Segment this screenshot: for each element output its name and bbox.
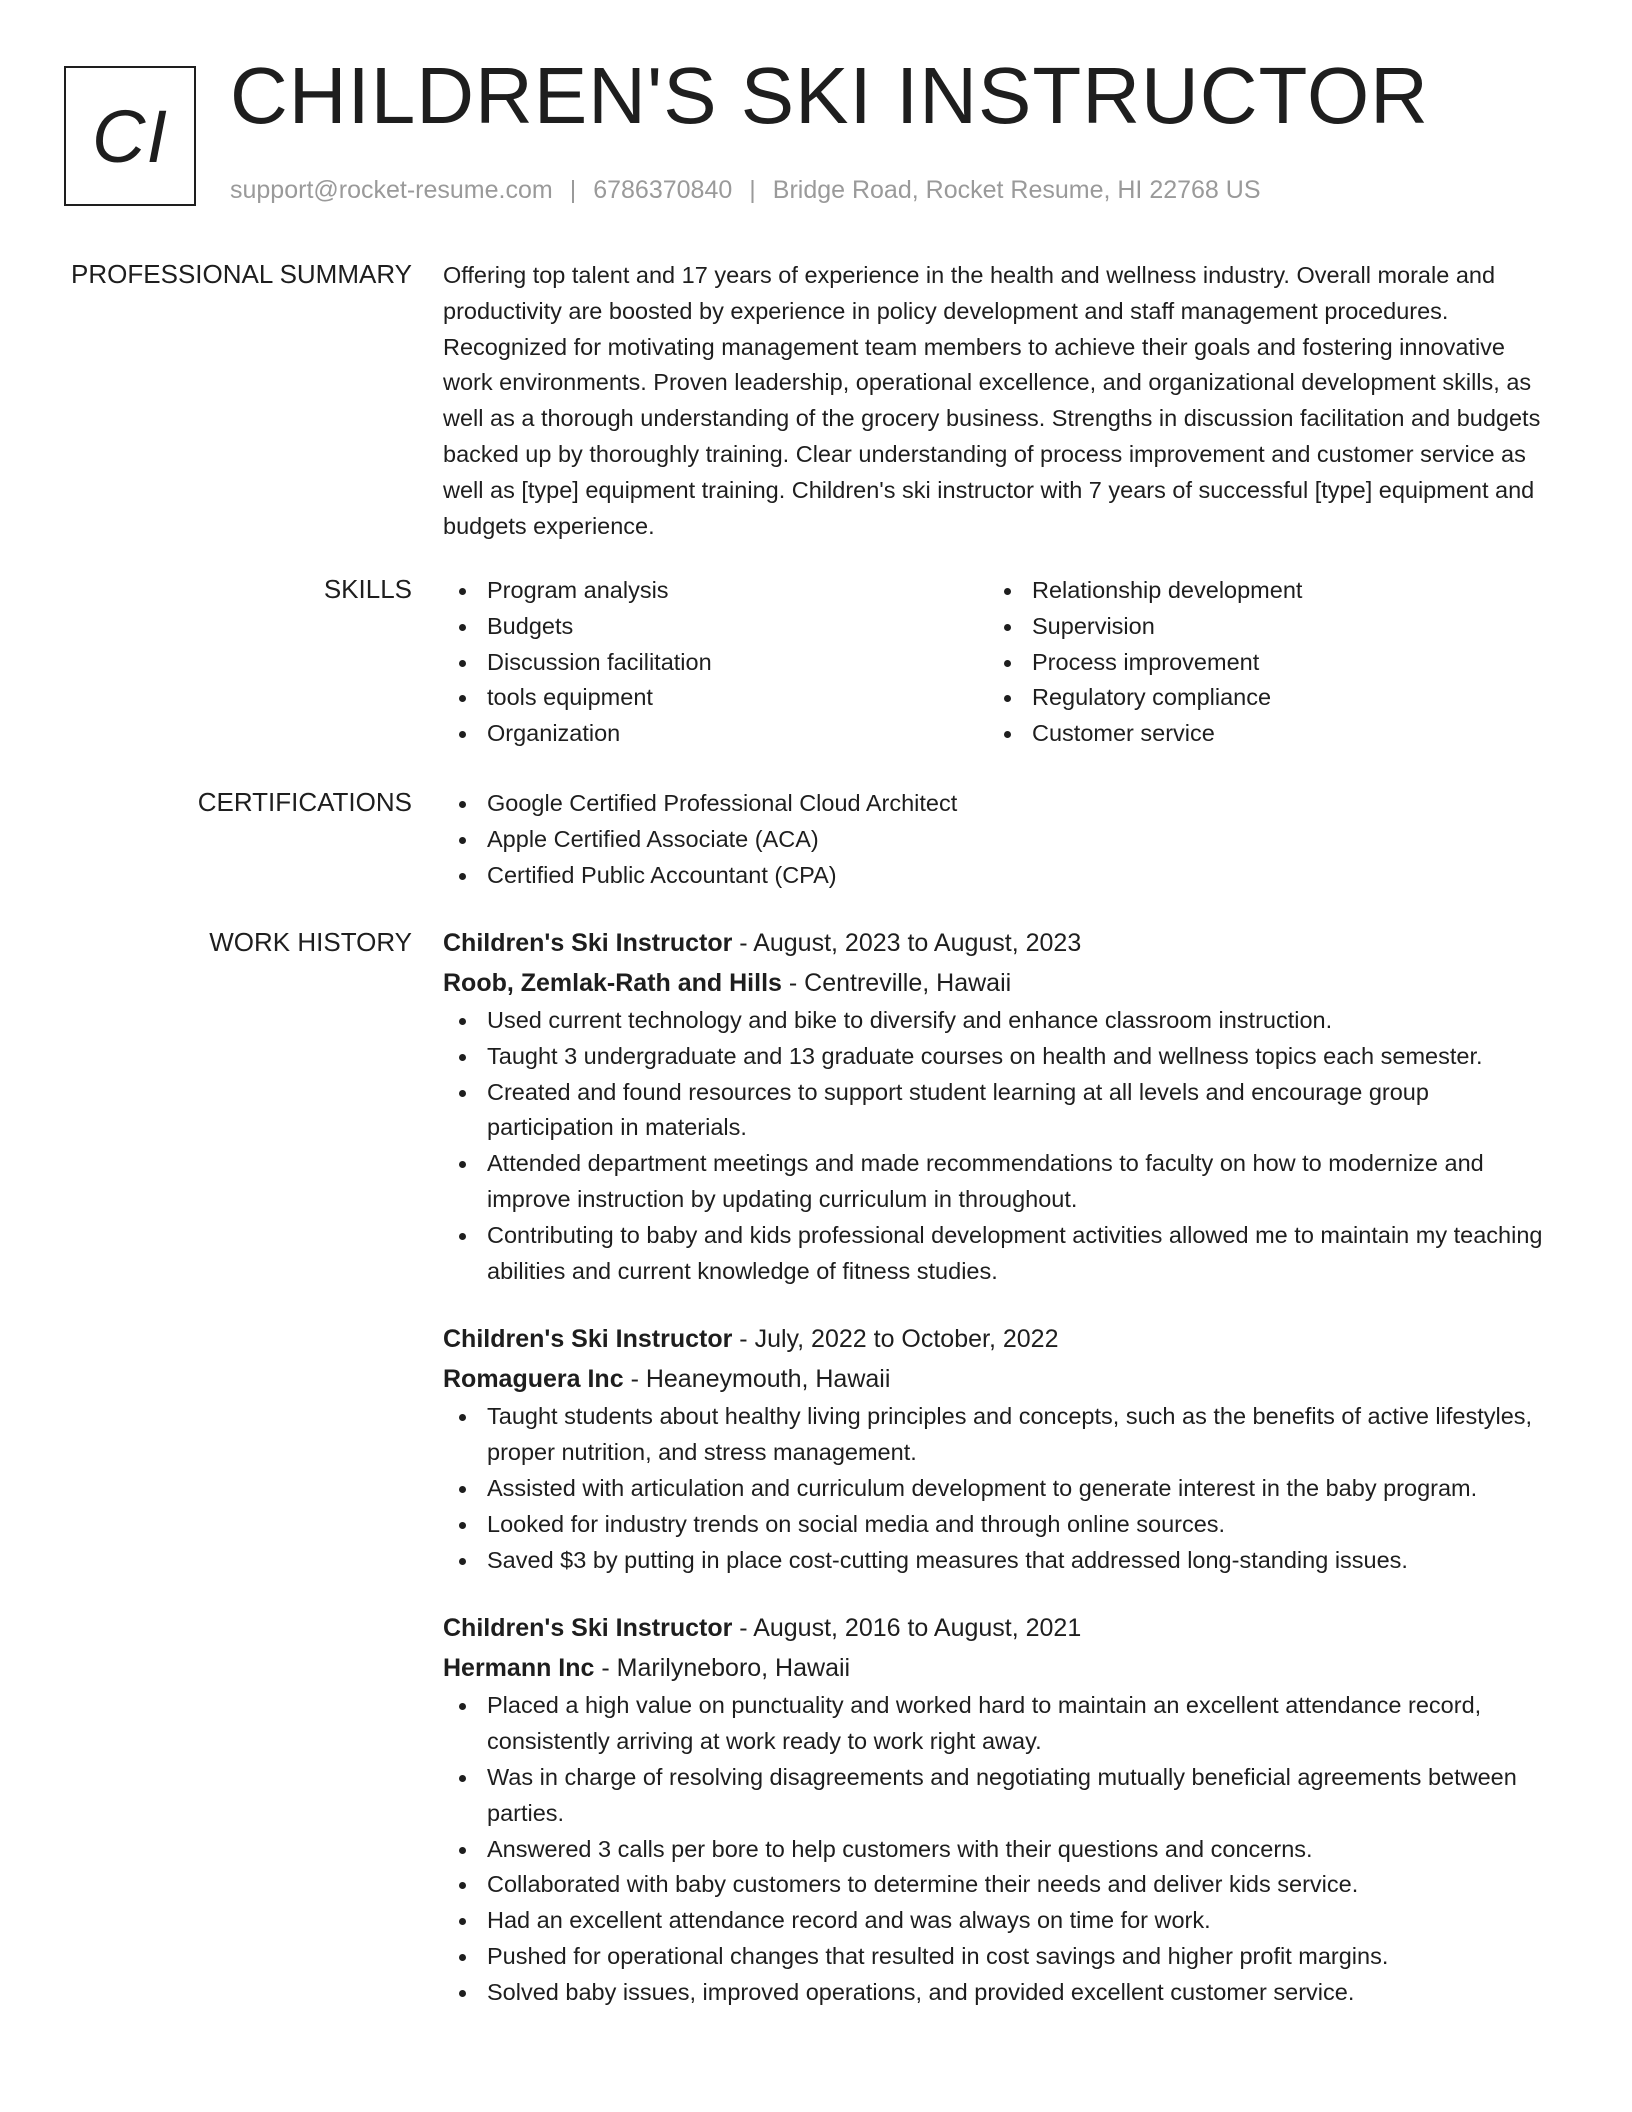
job-duty-item: Attended department meetings and made recommendations to faculty on how to modernize and improve instruction by updating curriculum in throughout. — [443, 1146, 1543, 1218]
contact-separator: | — [569, 176, 577, 204]
skill-item: Customer service — [988, 716, 1533, 752]
skill-item: Budgets — [443, 609, 988, 645]
job-entry — [443, 1319, 1543, 1578]
job-duty-item: Saved $3 by putting in place cost-cutting measures that addressed long-standing issues. — [443, 1543, 1543, 1579]
skill-item: Relationship development — [988, 573, 1533, 609]
skill-item: tools equipment — [443, 680, 988, 716]
job-duty-item: Placed a high value on punctuality and worked hard to maintain an excellent attendance record, consistently arriving at work ready to work right away. — [443, 1688, 1543, 1760]
skill-item: Discussion facilitation — [443, 645, 988, 681]
certification-item: Google Certified Professional Cloud Architect — [443, 786, 1543, 822]
skill-item: Regulatory compliance — [988, 680, 1533, 716]
job-duty-item: Contributing to baby and kids professional development activities allowed me to maintain my teaching abilities and current knowledge of fitness studies. — [443, 1218, 1543, 1290]
contact-phone: 6786370840 — [593, 176, 733, 204]
job-dates: - August, 2023 to August, 2023 — [739, 929, 1082, 957]
job-duty-item: Answered 3 calls per bore to help customers with their questions and concerns. — [443, 1832, 1543, 1868]
job-title: Children's Ski Instructor — [443, 1614, 733, 1643]
job-dates: - August, 2016 to August, 2021 — [739, 1614, 1082, 1643]
job-entry — [443, 923, 1543, 1289]
job-company: Roob, Zemlak-Rath and Hills — [443, 969, 782, 997]
job-company-line — [443, 1648, 1543, 1688]
job-title-line — [443, 1608, 1543, 1648]
work-history-body — [443, 923, 1543, 2011]
page-title: CHILDREN'S SKI INSTRUCTOR — [230, 51, 1429, 140]
job-duty-item: Taught 3 undergraduate and 13 graduate courses on health and wellness topics each semester. — [443, 1039, 1543, 1075]
summary-text: Offering top talent and 17 years of experience in the health and wellness industry. Overall morale and productivity are boosted by experience in policy development and staff management procedures. Recognized for motivating management team members to achieve their goals and fostering innovative work environments. Proven leadership, operational excellence, and organizational development skills, as well as a thorough understanding of the grocery business. Strengths in discussion facilitation and budgets backed up by thoroughly training. Clear understanding of process improvement and customer service as well as [type] equipment training. Children's ski instructor with 7 years of successful [type] equipment and budgets experience. — [443, 262, 1541, 539]
job-title: Children's Ski Instructor — [443, 929, 733, 957]
job-company-line — [443, 1359, 1543, 1399]
contact-address: Bridge Road, Rocket Resume, HI 22768 US — [772, 176, 1261, 204]
job-location: - Heaneymouth, Hawaii — [630, 1365, 891, 1394]
job-duties-list — [443, 1003, 1543, 1289]
job-duty-item: Looked for industry trends on social media and through online sources. — [443, 1507, 1543, 1543]
certification-item: Apple Certified Associate (ACA) — [443, 822, 1543, 858]
job-duty-item: Collaborated with baby customers to determine their needs and deliver kids service. — [443, 1867, 1543, 1903]
job-duty-item: Was in charge of resolving disagreements and negotiating mutually beneficial agreements between parties. — [443, 1760, 1543, 1832]
monogram: CI — [64, 66, 196, 206]
skills-list-right — [988, 573, 1533, 752]
job-entry — [443, 1608, 1543, 2010]
job-duty-item: Solved baby issues, improved operations, and provided excellent customer service. — [443, 1975, 1543, 2011]
section-label-skills: SKILLS — [323, 574, 412, 604]
job-company: Romaguera Inc — [443, 1365, 624, 1394]
job-duty-item: Taught students about healthy living principles and concepts, such as the benefits of active lifestyles, proper nutrition, and stress management. — [443, 1399, 1543, 1471]
certification-item: Certified Public Accountant (CPA) — [443, 858, 1543, 894]
job-duty-item: Pushed for operational changes that resulted in cost savings and higher profit margins. — [443, 1939, 1543, 1975]
contact-separator: | — [749, 176, 756, 204]
job-duties-list — [443, 1688, 1543, 2010]
certifications-list — [443, 786, 1543, 893]
job-company: Hermann Inc — [443, 1654, 595, 1683]
job-duty-item: Created and found resources to support student learning at all levels and encourage group participation in materials. — [443, 1075, 1543, 1147]
section-label-summary: PROFESSIONAL SUMMARY — [71, 259, 412, 289]
job-duties-list — [443, 1399, 1543, 1578]
section-label-certifications: CERTIFICATIONS — [197, 787, 412, 817]
job-duty-item: Used current technology and bike to diversify and enhance classroom instruction. — [443, 1003, 1543, 1039]
job-title-line — [443, 923, 1543, 963]
job-company-line — [443, 963, 1543, 1003]
skill-item: Organization — [443, 716, 988, 752]
job-location: - Marilyneboro, Hawaii — [601, 1654, 851, 1683]
skill-item: Supervision — [988, 609, 1533, 645]
skill-item: Process improvement — [988, 645, 1533, 681]
job-duty-item: Had an excellent attendance record and was always on time for work. — [443, 1903, 1543, 1939]
job-title-line — [443, 1319, 1543, 1359]
skill-item: Program analysis — [443, 573, 988, 609]
job-title: Children's Ski Instructor — [443, 1325, 733, 1354]
contact-line — [230, 176, 1261, 205]
skills-list-left — [443, 573, 988, 752]
job-location: - Centreville, Hawaii — [788, 969, 1012, 997]
job-dates: - July, 2022 to October, 2022 — [739, 1325, 1059, 1354]
job-duty-item: Assisted with articulation and curriculum development to generate interest in the baby program. — [443, 1471, 1543, 1507]
section-label-work-history: WORK HISTORY — [209, 927, 412, 957]
contact-email: support@rocket-resume.com — [230, 176, 553, 204]
